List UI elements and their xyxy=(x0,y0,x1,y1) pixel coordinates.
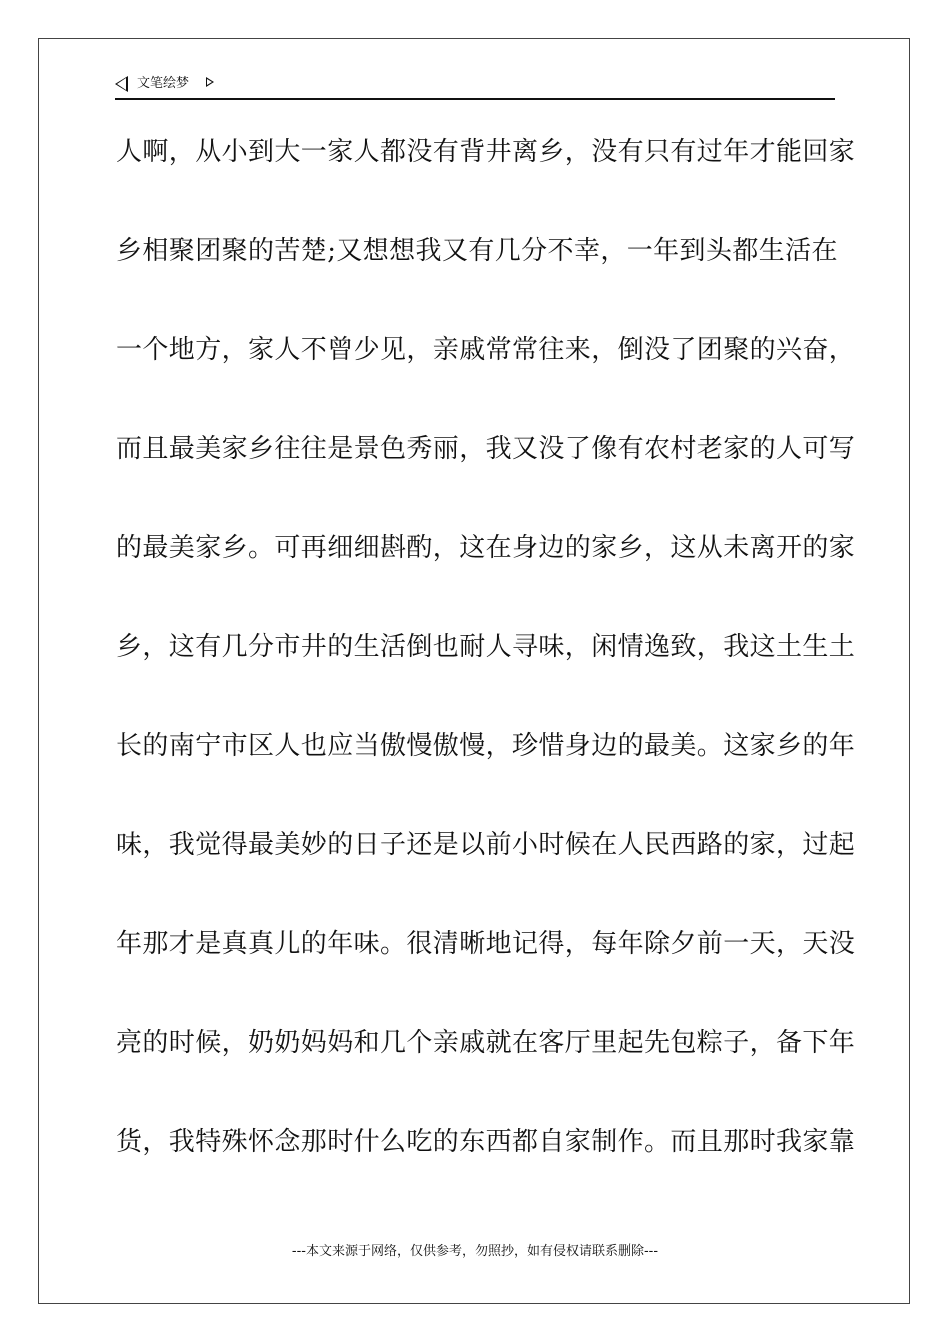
text-line: 味，我觉得最美妙的日子还是以前小时候在人民西路的家，过起 xyxy=(116,830,856,860)
triangle-left-outline-icon xyxy=(115,76,128,92)
text-line: 货，我特殊怀念那时什么吃的东西都自家制作。而且那时我家靠 xyxy=(116,1127,856,1157)
page-header xyxy=(115,74,835,100)
text-line: 乡相聚团聚的苦楚;又想想我又有几分不幸，一年到头都生活在 xyxy=(116,236,838,266)
text-line: 亮的时候，奶奶妈妈和几个亲戚就在客厅里起先包粽子，备下年 xyxy=(116,1028,856,1058)
text-line: 的最美家乡。可再细细斟酌，这在身边的家乡，这从未离开的家 xyxy=(116,533,856,563)
text-line: 年那才是真真儿的年味。很清晰地记得，每年除夕前一天，天没 xyxy=(116,929,856,959)
text-line: 一个地方，家人不曾少见，亲戚常常往来，倒没了团聚的兴奋， xyxy=(116,335,856,365)
text-line: 长的南宁市区人也应当傲慢傲慢，珍惜身边的最美。这家乡的年 xyxy=(116,731,856,761)
footer-notice: ---本文来源于网络，仅供参考，勿照抄，如有侵权请联系删除--- xyxy=(291,1244,659,1259)
text-line: 乡，这有几分市井的生活倒也耐人寻味，闲情逸致，我这土生土 xyxy=(116,632,856,662)
text-line: 而且最美家乡往往是景色秀丽，我又没了像有农村老家的人可写 xyxy=(116,434,856,464)
header-title: 文笔绘梦 xyxy=(137,76,190,91)
triangle-right-outline-icon xyxy=(206,77,214,87)
document-body xyxy=(116,130,856,1219)
text-line: 人啊，从小到大一家人都没有背井离乡，没有只有过年才能回家 xyxy=(116,137,856,167)
